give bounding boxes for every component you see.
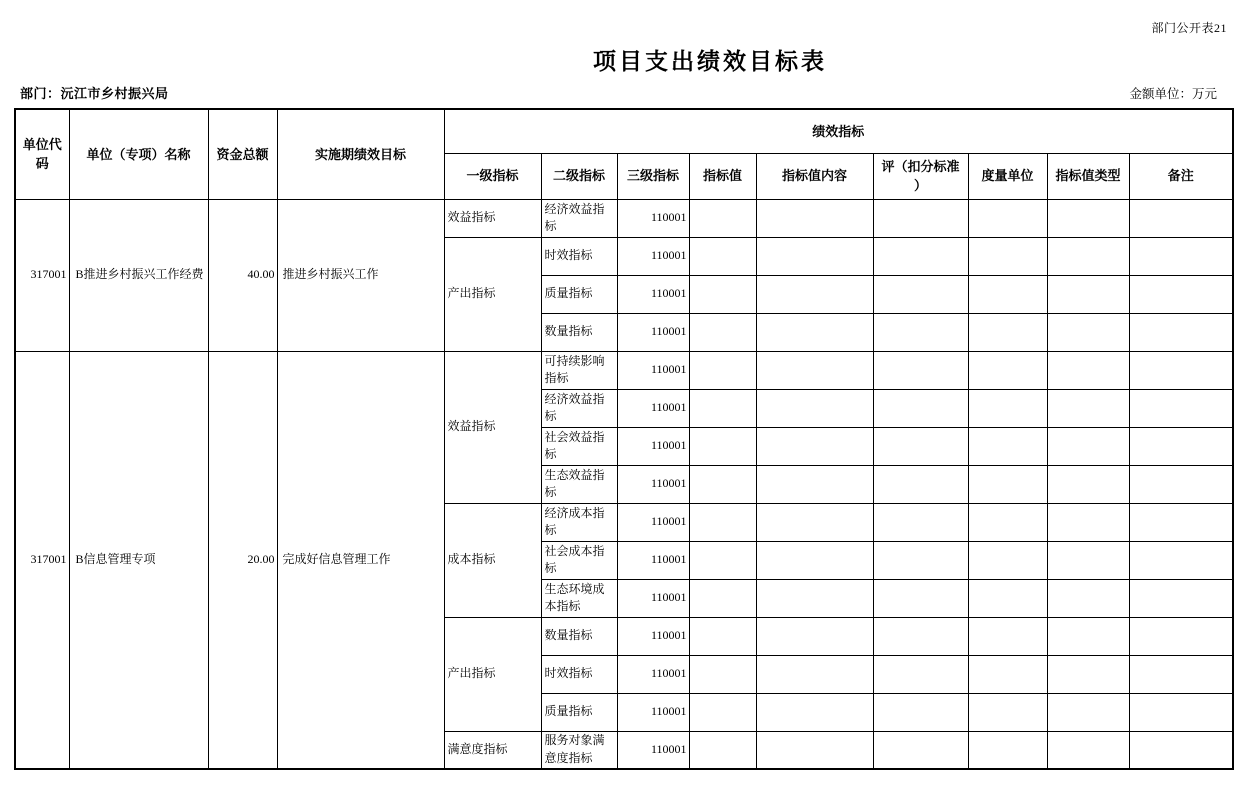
table-header bbox=[15, 109, 1233, 199]
cell-level2-indicator: 时效指标 bbox=[541, 655, 617, 693]
cell-remark bbox=[1129, 351, 1233, 389]
cell-total-funds: 40.00 bbox=[208, 199, 277, 351]
cell-indicator-value bbox=[689, 237, 756, 275]
cell-level3-indicator: 110001 bbox=[617, 541, 689, 579]
cell-level3-indicator: 110001 bbox=[617, 427, 689, 465]
cell-measure-unit bbox=[968, 655, 1047, 693]
header-measure-unit: 度量单位 bbox=[968, 153, 1047, 199]
header-level2-indicator: 二级指标 bbox=[541, 153, 617, 199]
cell-remark bbox=[1129, 427, 1233, 465]
cell-indicator-value-type bbox=[1047, 199, 1129, 237]
cell-indicator-value-type bbox=[1047, 617, 1129, 655]
cell-measure-unit bbox=[968, 237, 1047, 275]
cell-indicator-value bbox=[689, 731, 756, 769]
cell-indicator-value-content bbox=[756, 655, 873, 693]
amount-unit-label: 金额单位：万元 bbox=[1129, 87, 1217, 101]
cell-level2-indicator: 服务对象满意度指标 bbox=[541, 731, 617, 769]
header-remark: 备注 bbox=[1129, 153, 1233, 199]
cell-remark bbox=[1129, 693, 1233, 731]
cell-level1-indicator: 满意度指标 bbox=[444, 731, 541, 769]
page-title: 项目支出绩效目标表 bbox=[593, 49, 827, 74]
cell-measure-unit bbox=[968, 427, 1047, 465]
cell-remark bbox=[1129, 731, 1233, 769]
cell-deduction-standard bbox=[873, 427, 968, 465]
cell-level2-indicator: 质量指标 bbox=[541, 275, 617, 313]
cell-remark bbox=[1129, 503, 1233, 541]
cell-indicator-value-type bbox=[1047, 313, 1129, 351]
cell-level3-indicator: 110001 bbox=[617, 199, 689, 237]
cell-indicator-value-content bbox=[756, 313, 873, 351]
header-performance-group: 绩效指标 bbox=[444, 109, 1233, 153]
cell-indicator-value-content bbox=[756, 389, 873, 427]
cell-level3-indicator: 110001 bbox=[617, 655, 689, 693]
cell-remark bbox=[1129, 655, 1233, 693]
cell-level3-indicator: 110001 bbox=[617, 617, 689, 655]
cell-total-funds: 20.00 bbox=[208, 351, 277, 769]
cell-deduction-standard bbox=[873, 579, 968, 617]
cell-measure-unit bbox=[968, 731, 1047, 769]
cell-measure-unit bbox=[968, 199, 1047, 237]
cell-level2-indicator: 数量指标 bbox=[541, 617, 617, 655]
cell-remark bbox=[1129, 313, 1233, 351]
cell-level3-indicator: 110001 bbox=[617, 503, 689, 541]
cell-unit-code: 317001 bbox=[15, 199, 69, 351]
cell-level2-indicator: 时效指标 bbox=[541, 237, 617, 275]
cell-measure-unit bbox=[968, 541, 1047, 579]
cell-level3-indicator: 110001 bbox=[617, 351, 689, 389]
cell-level2-indicator: 质量指标 bbox=[541, 693, 617, 731]
cell-measure-unit bbox=[968, 389, 1047, 427]
cell-deduction-standard bbox=[873, 693, 968, 731]
cell-deduction-standard bbox=[873, 465, 968, 503]
cell-period-goal: 推进乡村振兴工作 bbox=[277, 199, 444, 351]
cell-deduction-standard bbox=[873, 275, 968, 313]
header-indicator-value-content: 指标值内容 bbox=[756, 153, 873, 199]
cell-level2-indicator: 生态环境成本指标 bbox=[541, 579, 617, 617]
cell-unit-code: 317001 bbox=[15, 351, 69, 769]
cell-deduction-standard bbox=[873, 617, 968, 655]
cell-measure-unit bbox=[968, 313, 1047, 351]
cell-level1-indicator: 效益指标 bbox=[444, 351, 541, 503]
cell-measure-unit bbox=[968, 275, 1047, 313]
cell-indicator-value-type bbox=[1047, 237, 1129, 275]
cell-indicator-value-type bbox=[1047, 541, 1129, 579]
cell-level3-indicator: 110001 bbox=[617, 465, 689, 503]
cell-indicator-value-content bbox=[756, 693, 873, 731]
cell-level2-indicator: 经济效益指标 bbox=[541, 199, 617, 237]
cell-indicator-value-type bbox=[1047, 427, 1129, 465]
cell-measure-unit bbox=[968, 693, 1047, 731]
cell-deduction-standard bbox=[873, 199, 968, 237]
cell-deduction-standard bbox=[873, 655, 968, 693]
cell-indicator-value-content bbox=[756, 617, 873, 655]
cell-deduction-standard bbox=[873, 503, 968, 541]
cell-remark bbox=[1129, 199, 1233, 237]
header-deduction-standard: 评（扣分标准） bbox=[873, 153, 968, 199]
cell-indicator-value-content bbox=[756, 503, 873, 541]
cell-indicator-value-type bbox=[1047, 579, 1129, 617]
cell-measure-unit bbox=[968, 503, 1047, 541]
corner-sheet-label: 部门公开表21 bbox=[1151, 21, 1227, 35]
department-label: 部门：沅江市乡村振兴局 bbox=[20, 86, 169, 101]
cell-level2-indicator: 数量指标 bbox=[541, 313, 617, 351]
performance-target-table bbox=[14, 108, 1234, 770]
cell-deduction-standard bbox=[873, 541, 968, 579]
cell-indicator-value bbox=[689, 389, 756, 427]
cell-level2-indicator: 经济效益指标 bbox=[541, 389, 617, 427]
cell-level2-indicator: 可持续影响指标 bbox=[541, 351, 617, 389]
cell-measure-unit bbox=[968, 465, 1047, 503]
header-indicator-value: 指标值 bbox=[689, 153, 756, 199]
cell-level1-indicator: 成本指标 bbox=[444, 503, 541, 617]
cell-unit-name: B信息管理专项 bbox=[69, 351, 208, 769]
cell-indicator-value bbox=[689, 199, 756, 237]
cell-indicator-value-content bbox=[756, 427, 873, 465]
cell-level3-indicator: 110001 bbox=[617, 389, 689, 427]
cell-period-goal: 完成好信息管理工作 bbox=[277, 351, 444, 769]
header-period-goal: 实施期绩效目标 bbox=[277, 109, 444, 199]
cell-indicator-value bbox=[689, 503, 756, 541]
cell-deduction-standard bbox=[873, 389, 968, 427]
header-level3-indicator: 三级指标 bbox=[617, 153, 689, 199]
cell-indicator-value-type bbox=[1047, 655, 1129, 693]
cell-level3-indicator: 110001 bbox=[617, 237, 689, 275]
cell-deduction-standard bbox=[873, 237, 968, 275]
cell-indicator-value bbox=[689, 655, 756, 693]
table-body bbox=[15, 199, 1233, 769]
cell-measure-unit bbox=[968, 579, 1047, 617]
cell-indicator-value-type bbox=[1047, 465, 1129, 503]
cell-indicator-value-content bbox=[756, 237, 873, 275]
cell-level2-indicator: 社会成本指标 bbox=[541, 541, 617, 579]
cell-level3-indicator: 110001 bbox=[617, 693, 689, 731]
cell-level3-indicator: 110001 bbox=[617, 275, 689, 313]
cell-level1-indicator: 产出指标 bbox=[444, 237, 541, 351]
cell-deduction-standard bbox=[873, 313, 968, 351]
cell-indicator-value-type bbox=[1047, 389, 1129, 427]
cell-indicator-value-content bbox=[756, 465, 873, 503]
cell-level2-indicator: 经济成本指标 bbox=[541, 503, 617, 541]
cell-indicator-value-type bbox=[1047, 503, 1129, 541]
cell-level3-indicator: 110001 bbox=[617, 313, 689, 351]
table-row bbox=[15, 351, 1233, 389]
cell-unit-name: B推进乡村振兴工作经费 bbox=[69, 199, 208, 351]
cell-level3-indicator: 110001 bbox=[617, 731, 689, 769]
cell-indicator-value-content bbox=[756, 579, 873, 617]
cell-indicator-value-content bbox=[756, 541, 873, 579]
cell-indicator-value-content bbox=[756, 731, 873, 769]
table-row bbox=[15, 199, 1233, 237]
cell-remark bbox=[1129, 617, 1233, 655]
cell-remark bbox=[1129, 275, 1233, 313]
cell-indicator-value bbox=[689, 617, 756, 655]
cell-level1-indicator: 产出指标 bbox=[444, 617, 541, 731]
cell-indicator-value-content bbox=[756, 199, 873, 237]
cell-level3-indicator: 110001 bbox=[617, 579, 689, 617]
cell-level1-indicator: 效益指标 bbox=[444, 199, 541, 237]
cell-measure-unit bbox=[968, 351, 1047, 389]
header-indicator-value-type: 指标值类型 bbox=[1047, 153, 1129, 199]
cell-deduction-standard bbox=[873, 731, 968, 769]
cell-indicator-value-content bbox=[756, 275, 873, 313]
header-row-top bbox=[15, 109, 1233, 153]
cell-remark bbox=[1129, 579, 1233, 617]
cell-deduction-standard bbox=[873, 351, 968, 389]
header-total-funds: 资金总额 bbox=[208, 109, 277, 199]
cell-remark bbox=[1129, 389, 1233, 427]
cell-indicator-value bbox=[689, 313, 756, 351]
header-level1-indicator: 一级指标 bbox=[444, 153, 541, 199]
cell-indicator-value-content bbox=[756, 351, 873, 389]
cell-level2-indicator: 社会效益指标 bbox=[541, 427, 617, 465]
cell-remark bbox=[1129, 237, 1233, 275]
cell-measure-unit bbox=[968, 617, 1047, 655]
cell-indicator-value bbox=[689, 465, 756, 503]
cell-remark bbox=[1129, 541, 1233, 579]
cell-indicator-value bbox=[689, 579, 756, 617]
cell-indicator-value-type bbox=[1047, 731, 1129, 769]
cell-level2-indicator: 生态效益指标 bbox=[541, 465, 617, 503]
cell-indicator-value bbox=[689, 427, 756, 465]
cell-indicator-value bbox=[689, 693, 756, 731]
header-unit-name: 单位（专项）名称 bbox=[69, 109, 208, 199]
cell-indicator-value-type bbox=[1047, 351, 1129, 389]
cell-indicator-value-type bbox=[1047, 693, 1129, 731]
header-unit-code: 单位代码 bbox=[15, 109, 69, 199]
cell-indicator-value-type bbox=[1047, 275, 1129, 313]
cell-indicator-value bbox=[689, 541, 756, 579]
cell-indicator-value bbox=[689, 275, 756, 313]
cell-remark bbox=[1129, 465, 1233, 503]
cell-indicator-value bbox=[689, 351, 756, 389]
